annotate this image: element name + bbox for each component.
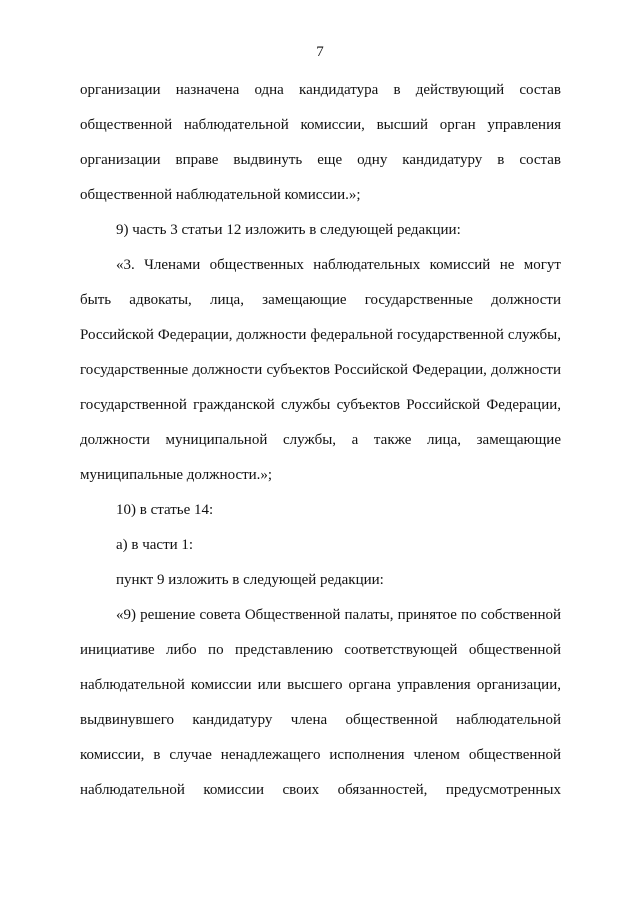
text-line: а) в части 1: [116,537,194,553]
text-line: 10) в статье 14: [116,502,214,518]
text-line: Российской Федерации, должности федеральной государственной службы, [80,327,561,343]
text-line: пункт 9 изложить в следующей редакции: [116,572,384,588]
text-line: государственные должности субъектов Российской Федерации, должности [80,362,561,378]
text-line: выдвинувшего кандидатуру члена общественной наблюдательной [80,712,561,728]
text-line: организации назначена одна кандидатура в действующий состав [80,82,561,98]
text-line: быть адвокаты, лица, замещающие государственные должности [80,292,561,308]
text-line: 9) часть 3 статьи 12 изложить в следующей редакции: [116,222,461,238]
text-line: государственной гражданской службы субъектов Российской Федерации, [80,397,561,413]
text-line: общественной наблюдательной комиссии.»; [80,187,361,203]
text-line: наблюдательной комиссии своих обязанностей, предусмотренных [80,782,561,798]
text-line: «3. Членами общественных наблюдательных комиссий не могут [116,257,561,273]
text-line: наблюдательной комиссии или высшего органа управления организации, [80,677,561,693]
text-line: организации вправе выдвинуть еще одну кандидатуру в состав [80,152,561,168]
text-line: инициативе либо по представлению соответствующей общественной [80,642,561,658]
text-line: «9) решение совета Общественной палаты, принятое по собственной [116,607,561,623]
text-line: общественной наблюдательной комиссии, высший орган управления [80,117,561,133]
text-line: комиссии, в случае ненадлежащего исполнения членом общественной [80,747,561,763]
text-line: должности муниципальной службы, а также лица, замещающие [80,432,561,448]
text-line: муниципальные должности.»; [80,467,273,483]
page-number: 7 [316,44,324,60]
